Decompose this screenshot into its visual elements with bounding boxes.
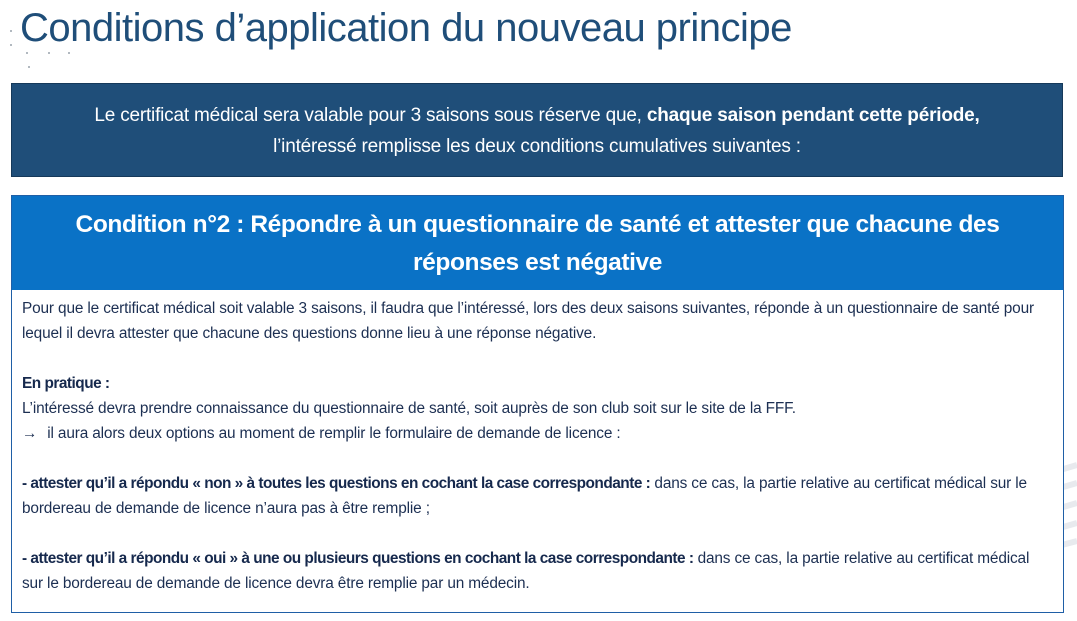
- intro-line-1-prefix: Le certificat médical sera valable pour 3 saisons sous réserve que,: [94, 105, 647, 126]
- option-oui-bold: - attester qu’il a répondu « oui » à une ou plusieurs questions en cochant la case correspondante :: [22, 550, 694, 567]
- condition-card: [11, 195, 1064, 613]
- condition-header: [12, 196, 1063, 290]
- en-pratique-heading: En pratique :: [22, 375, 110, 392]
- option-oui: [22, 546, 1053, 596]
- intro-paragraph: Pour que le certificat médical soit valable 3 saisons, il faudra que l’intéressé, lors des deux saisons suivantes, réponde à un questionnaire de santé pour lequel il devra attester que chacune des questions donne lieu à une réponse négative.: [22, 300, 1034, 342]
- intro-line-1-bold: chaque saison pendant cette période,: [646, 105, 980, 126]
- intro-line-1: [12, 100, 1062, 131]
- option-oui-text: dans ce cas, la partie relative au certificat médical sur le bordereau de demande de licence devra être remplie par un médecin.: [22, 550, 1030, 592]
- condition-header-line-1: Condition n°2 : Répondre à un questionnaire de santé et attester que chacune des: [75, 211, 1000, 238]
- arrow-line-text: il aura alors deux options au moment de remplir le formulaire de demande de licence :: [47, 425, 621, 442]
- option-non: [22, 471, 1053, 521]
- option-non-bold: - attester qu’il a répondu « non » à toutes les questions en cochant la case correspondante :: [22, 475, 651, 492]
- arrow-line: [22, 421, 1053, 446]
- condition-header-line-2: réponses est négative: [413, 249, 662, 276]
- condition-body: [12, 290, 1063, 596]
- intro-banner: [11, 83, 1063, 177]
- option-non-text: dans ce cas, la partie relative au certificat médical sur le bordereau de demande de licence n’aura pas à être remplie ;: [22, 475, 1027, 517]
- pratique-paragraph: L’intéressé devra prendre connaissance du questionnaire de santé, soit auprès de son club soit sur le site de la FFF.: [22, 400, 796, 417]
- arrow-right-icon: →: [22, 425, 38, 442]
- intro-line-2: l’intéressé remplisse les deux conditions cumulatives suivantes :: [273, 136, 801, 157]
- page-title: Conditions d’application du nouveau principe: [20, 6, 792, 50]
